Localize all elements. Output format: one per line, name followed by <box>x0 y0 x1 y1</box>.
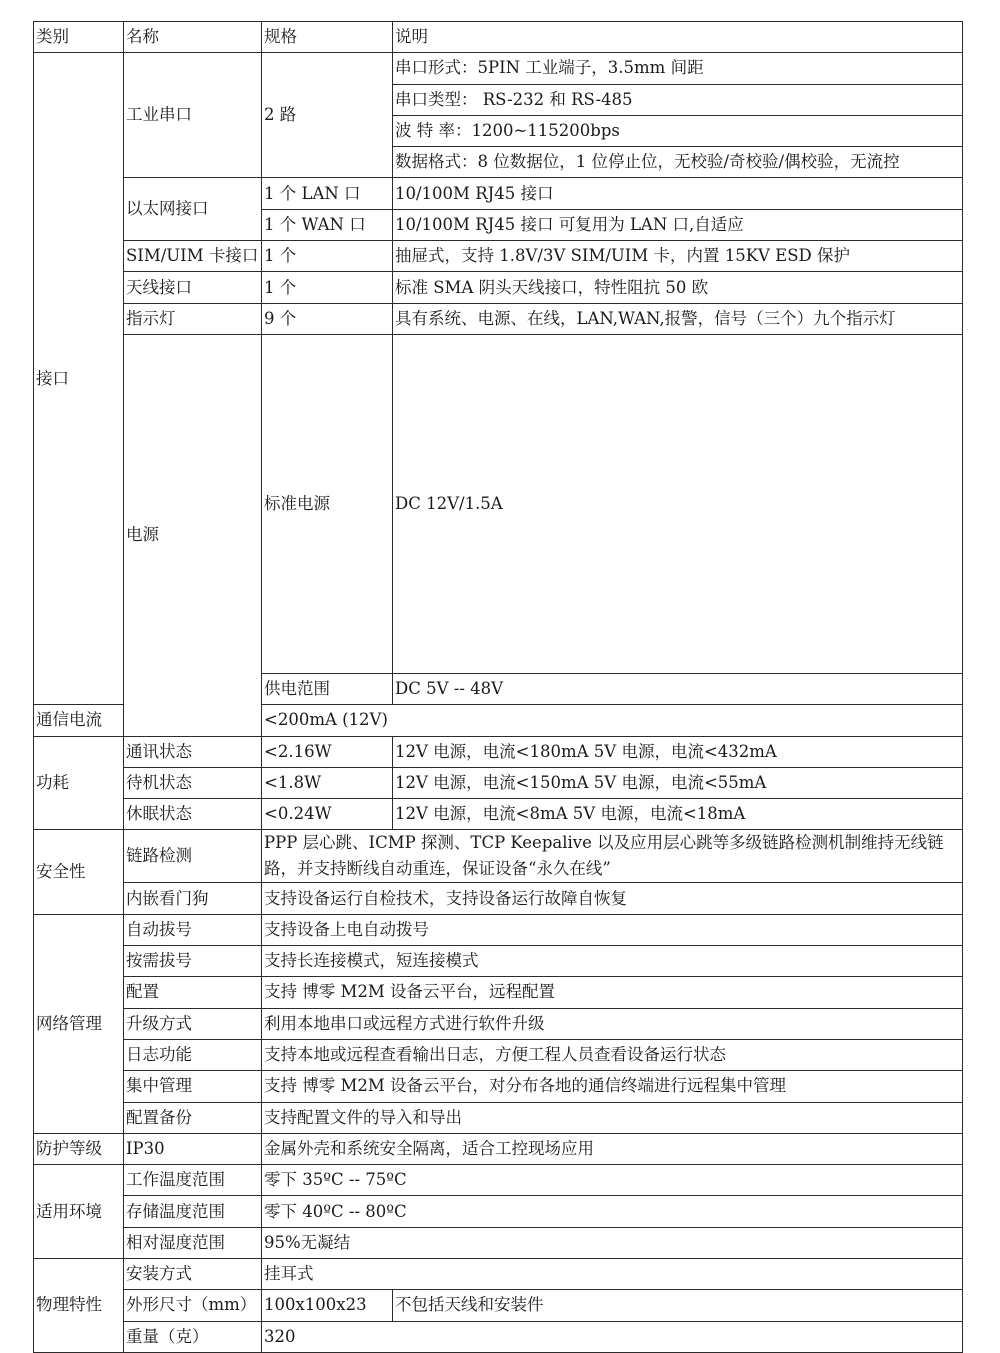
category-consumption: 功耗 <box>34 736 124 830</box>
standby-spec: <1.8W <box>262 767 393 798</box>
protection-desc: 金属外壳和系统安全隔离，适合工控现场应用 <box>262 1133 963 1164</box>
power-range-name: 供电范围 <box>262 673 393 704</box>
ondemand-name: 按需拔号 <box>124 946 262 977</box>
table-row <box>34 883 963 914</box>
ethernet-lan-spec: 1 个 LAN 口 <box>262 178 393 209</box>
ethernet-wan-desc: 10/100M RJ45 接口 可复用为 LAN 口,自适应 <box>393 209 963 240</box>
work-temp-spec: 零下 35ºC -- 75ºC <box>262 1165 963 1196</box>
power-standard-name: 标准电源 <box>262 334 393 673</box>
category-protection: 防护等级 <box>34 1133 124 1164</box>
table-row <box>34 736 963 767</box>
category-security: 安全性 <box>34 830 124 914</box>
serial-desc-format: 数据格式：8 位数据位，1 位停止位，无校验/奇校验/偶校验，无流控 <box>393 147 963 178</box>
power-current-name: 通信电流 <box>34 705 124 736</box>
link-desc: PPP 层心跳、ICMP 探测、TCP Keepalive 以及应用层心跳等多级链路检测机制维持无线链路，并支持断线自动重连，保证设备“永久在线” <box>262 830 963 883</box>
config-name: 配置 <box>124 977 262 1008</box>
serial-desc-type: 串口类型： RS-232 和 RS-485 <box>393 84 963 115</box>
table-row <box>34 272 963 303</box>
sim-spec: 1 个 <box>262 241 393 272</box>
ethernet-lan-desc: 10/100M RJ45 接口 <box>393 178 963 209</box>
led-name: 指示灯 <box>124 303 262 334</box>
log-name: 日志功能 <box>124 1039 262 1070</box>
table-row <box>34 241 963 272</box>
table-row <box>34 1071 963 1102</box>
standby-desc: 12V 电源，电流<150mA 5V 电源，电流<55mA <box>393 767 963 798</box>
weight-spec: 320 <box>262 1321 963 1352</box>
spec-table <box>33 21 963 1353</box>
table-row <box>34 1102 963 1133</box>
comm-spec: <2.16W <box>262 736 393 767</box>
header-category: 类别 <box>34 22 124 53</box>
antenna-name: 天线接口 <box>124 272 262 303</box>
standby-name: 待机状态 <box>124 767 262 798</box>
autodial-name: 自动拔号 <box>124 914 262 945</box>
category-physical: 物理特性 <box>34 1259 124 1353</box>
header-desc: 说明 <box>393 22 963 53</box>
table-row <box>34 1290 963 1321</box>
table-row <box>34 53 963 84</box>
link-name: 链路检测 <box>124 830 262 883</box>
table-row <box>34 1227 963 1258</box>
autodial-desc: 支持设备上电自动拨号 <box>262 914 963 945</box>
protection-name: IP30 <box>124 1133 262 1164</box>
table-row <box>34 1008 963 1039</box>
power-standard-spec: DC 12V/1.5A <box>393 334 963 673</box>
serial-spec: 2 路 <box>262 53 393 178</box>
category-power: 电源 <box>124 334 262 736</box>
backup-name: 配置备份 <box>124 1102 262 1133</box>
table-row <box>34 767 963 798</box>
size-name: 外形尺寸（mm） <box>124 1290 262 1321</box>
antenna-spec: 1 个 <box>262 272 393 303</box>
table-row <box>34 830 963 883</box>
table-row <box>34 799 963 830</box>
sleep-spec: <0.24W <box>262 799 393 830</box>
table-row <box>34 334 963 673</box>
table-header-row <box>34 22 963 53</box>
table-row <box>34 1039 963 1070</box>
table-row <box>34 1133 963 1164</box>
category-interface: 接口 <box>34 53 124 705</box>
antenna-desc: 标准 SMA 阴头天线接口，特性阻抗 50 欧 <box>393 272 963 303</box>
size-spec: 100x100x23 <box>262 1290 393 1321</box>
comm-name: 通讯状态 <box>124 736 262 767</box>
led-desc: 具有系统、电源、在线，LAN,WAN,报警，信号（三个）九个指示灯 <box>393 303 963 334</box>
humidity-spec: 95%无凝结 <box>262 1227 963 1258</box>
table-row <box>34 914 963 945</box>
mount-name: 安装方式 <box>124 1259 262 1290</box>
upgrade-name: 升级方式 <box>124 1008 262 1039</box>
sim-desc: 抽屉式，支持 1.8V/3V SIM/UIM 卡，内置 15KV ESD 保护 <box>393 241 963 272</box>
size-desc: 不包括天线和安装件 <box>393 1290 963 1321</box>
led-spec: 9 个 <box>262 303 393 334</box>
work-temp-name: 工作温度范围 <box>124 1165 262 1196</box>
central-name: 集中管理 <box>124 1071 262 1102</box>
category-environment: 适用环境 <box>34 1165 124 1259</box>
table-row <box>34 178 963 209</box>
log-desc: 支持本地或远程查看输出日志，方便工程人员查看设备运行状态 <box>262 1039 963 1070</box>
power-current-spec: <200mA (12V) <box>262 705 963 736</box>
central-desc: 支持 博零 M2M 设备云平台，对分布各地的通信终端进行远程集中管理 <box>262 1071 963 1102</box>
header-spec: 规格 <box>262 22 393 53</box>
category-network: 网络管理 <box>34 914 124 1133</box>
sim-name: SIM/UIM 卡接口 <box>124 241 262 272</box>
table-row <box>34 1196 963 1227</box>
sleep-desc: 12V 电源，电流<8mA 5V 电源，电流<18mA <box>393 799 963 830</box>
watchdog-name: 内嵌看门狗 <box>124 883 262 914</box>
store-temp-name: 存储温度范围 <box>124 1196 262 1227</box>
watchdog-desc: 支持设备运行自检技术，支持设备运行故障自恢复 <box>262 883 963 914</box>
header-name: 名称 <box>124 22 262 53</box>
store-temp-spec: 零下 40ºC -- 80ºC <box>262 1196 963 1227</box>
serial-desc-baud: 波 特 率：1200~115200bps <box>393 115 963 146</box>
table-row <box>34 977 963 1008</box>
config-desc: 支持 博零 M2M 设备云平台，远程配置 <box>262 977 963 1008</box>
table-row <box>34 303 963 334</box>
table-row <box>34 1259 963 1290</box>
ondemand-desc: 支持长连接模式，短连接模式 <box>262 946 963 977</box>
serial-desc-form: 串口形式：5PIN 工业端子，3.5mm 间距 <box>393 53 963 84</box>
sleep-name: 休眠状态 <box>124 799 262 830</box>
ethernet-name: 以太网接口 <box>124 178 262 241</box>
humidity-name: 相对湿度范围 <box>124 1227 262 1258</box>
power-range-spec: DC 5V -- 48V <box>393 673 963 704</box>
comm-desc: 12V 电源，电流<180mA 5V 电源，电流<432mA <box>393 736 963 767</box>
backup-desc: 支持配置文件的导入和导出 <box>262 1102 963 1133</box>
table-row <box>34 1321 963 1352</box>
serial-name: 工业串口 <box>124 53 262 178</box>
ethernet-wan-spec: 1 个 WAN 口 <box>262 209 393 240</box>
weight-name: 重量（克） <box>124 1321 262 1352</box>
table-row <box>34 946 963 977</box>
table-row <box>34 1165 963 1196</box>
mount-spec: 挂耳式 <box>262 1259 963 1290</box>
upgrade-desc: 利用本地串口或远程方式进行软件升级 <box>262 1008 963 1039</box>
